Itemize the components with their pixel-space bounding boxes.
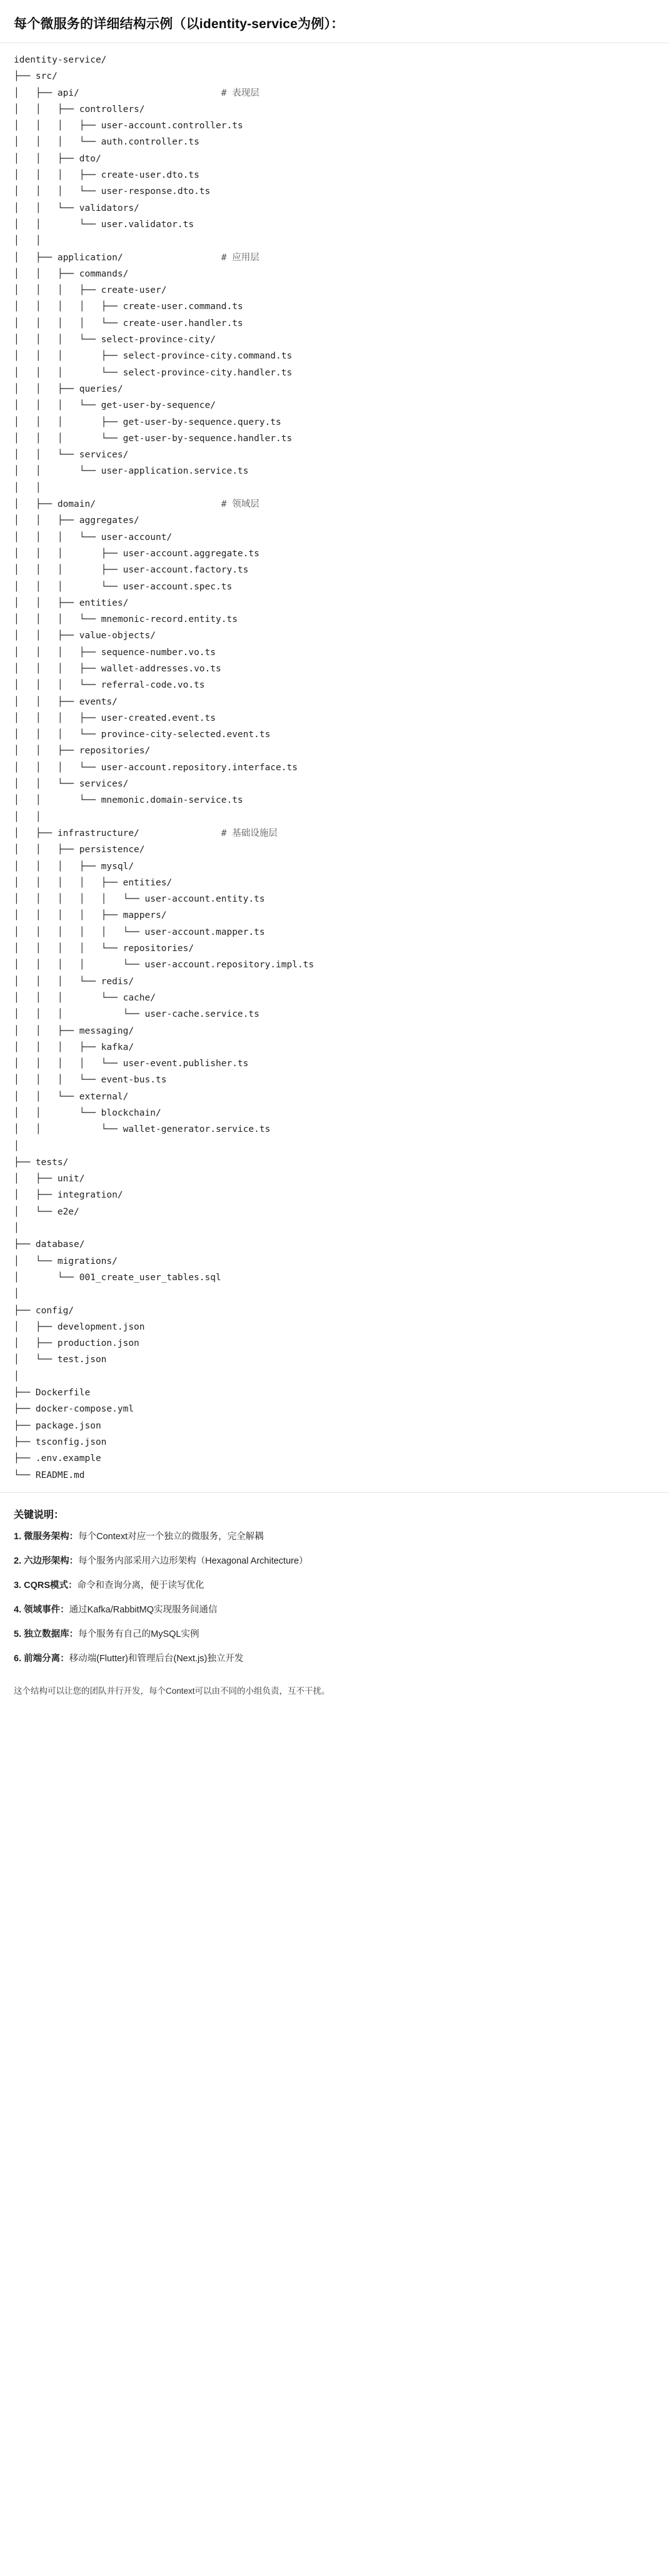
tree-line: identity-service/ bbox=[14, 55, 107, 65]
tree-line: │ │ │ ├── get-user-by-sequence.query.ts bbox=[14, 417, 281, 427]
note-lead: 领域事件： bbox=[24, 1604, 69, 1615]
tree-line: │ └── e2e/ bbox=[14, 1206, 79, 1217]
tree-line: │ bbox=[14, 1289, 19, 1300]
tree-line: │ │ │ └── user-response.dto.ts bbox=[14, 186, 211, 197]
note-lead: 前端分离： bbox=[24, 1653, 69, 1664]
tree-line: │ │ └── user.validator.ts bbox=[14, 219, 194, 230]
tree-line: │ │ │ ├── mysql/ bbox=[14, 861, 134, 872]
tree-line: │ │ │ ├── wallet-addresses.vo.ts bbox=[14, 663, 221, 674]
note-item bbox=[14, 1554, 655, 1568]
tree-line: │ │ ├── value-objects/ bbox=[14, 631, 156, 641]
tree-line: │ │ │ │ └── user-account.repository.impl.ts bbox=[14, 960, 314, 970]
note-text: 每个服务内部采用六边形架构（Hexagonal Architecture） bbox=[78, 1555, 308, 1566]
notes-list bbox=[14, 1530, 655, 1666]
tree-line: │ │ bbox=[14, 812, 41, 822]
tree-line: │ │ │ │ ├── create-user.command.ts bbox=[14, 302, 243, 312]
tree-line: │ │ ├── aggregates/ bbox=[14, 516, 139, 526]
tree-line: │ │ │ │ └── user-event.publisher.ts bbox=[14, 1059, 249, 1069]
notes-title: 关键说明： bbox=[14, 1509, 64, 1520]
tree-line: │ │ ├── entities/ bbox=[14, 598, 129, 608]
tree-line: │ │ └── validators/ bbox=[14, 203, 139, 213]
tree-line: │ │ │ ├── create-user/ bbox=[14, 285, 167, 296]
tree-line: │ │ └── user-application.service.ts bbox=[14, 466, 249, 477]
tree-line-comment: # 领域层 bbox=[221, 499, 259, 510]
tree-line: │ │ │ ├── select-province-city.command.ts bbox=[14, 351, 293, 362]
tree-line: │ ├── development.json bbox=[14, 1321, 145, 1332]
note-number: 3. bbox=[14, 1580, 24, 1591]
tree-line: │ │ │ ├── sequence-number.vo.ts bbox=[14, 647, 216, 658]
note-lead: 独立数据库： bbox=[24, 1629, 79, 1639]
tree-line: │ │ └── wallet-generator.service.ts bbox=[14, 1124, 271, 1135]
tree-line: │ bbox=[14, 1223, 19, 1234]
tree-line: │ │ ├── repositories/ bbox=[14, 746, 151, 756]
tree-line: │ │ │ │ └── repositories/ bbox=[14, 944, 194, 954]
note-lead: CQRS模式： bbox=[24, 1580, 78, 1591]
tree-line: │ │ ├── events/ bbox=[14, 696, 118, 707]
tree-line: │ │ └── external/ bbox=[14, 1091, 129, 1102]
tree-line: │ │ │ └── select-province-city.handler.ts bbox=[14, 367, 293, 378]
directory-tree bbox=[0, 43, 669, 1492]
tree-line-comment: # 应用层 bbox=[221, 252, 259, 263]
tree-line: └── README.md bbox=[14, 1470, 85, 1480]
note-item bbox=[14, 1530, 655, 1544]
tree-line: │ │ │ │ │ └── user-account.entity.ts bbox=[14, 894, 265, 905]
tree-line: │ │ │ └── get-user-by-sequence.handler.ts bbox=[14, 433, 293, 444]
tree-line: │ ├── infrastructure/ # 基础设施层 bbox=[14, 828, 278, 838]
tree-line: │ ├── production.json bbox=[14, 1338, 139, 1349]
note-item bbox=[14, 1627, 655, 1641]
tree-line: │ │ │ └── user-account.spec.ts bbox=[14, 581, 233, 592]
tree-line: ├── Dockerfile bbox=[14, 1388, 91, 1398]
tree-line: │ │ │ │ ├── entities/ bbox=[14, 877, 173, 888]
note-number: 5. bbox=[14, 1629, 24, 1639]
tree-line: │ │ └── mnemonic.domain-service.ts bbox=[14, 795, 243, 806]
tree-line: │ └── test.json bbox=[14, 1355, 107, 1365]
tree-line: │ │ │ └── get-user-by-sequence/ bbox=[14, 400, 216, 411]
tree-line: │ │ ├── queries/ bbox=[14, 384, 123, 394]
tree-line: │ └── migrations/ bbox=[14, 1256, 118, 1266]
note-number: 6. bbox=[14, 1653, 24, 1664]
tree-line: │ bbox=[14, 1371, 19, 1382]
note-text: 移动端(Flutter)和管理后台(Next.js)独立开发 bbox=[69, 1653, 244, 1664]
tree-line: │ │ │ └── mnemonic-record.entity.ts bbox=[14, 614, 238, 625]
tree-line: │ │ │ └── event-bus.ts bbox=[14, 1075, 167, 1086]
tree-line: │ bbox=[14, 1141, 19, 1151]
tree-line: │ │ │ └── auth.controller.ts bbox=[14, 137, 199, 148]
tree-line: │ │ │ └── province-city-selected.event.ts bbox=[14, 730, 271, 740]
tree-line: │ ├── domain/ # 领域层 bbox=[14, 499, 259, 510]
note-number: 1. bbox=[14, 1531, 24, 1542]
tree-line: │ │ bbox=[14, 482, 41, 493]
tree-line: │ ├── api/ # 表现层 bbox=[14, 88, 259, 98]
tree-line: │ ├── integration/ bbox=[14, 1190, 123, 1201]
note-lead: 六边形架构： bbox=[24, 1555, 79, 1566]
note-text: 每个服务有自己的MySQL实例 bbox=[78, 1629, 199, 1639]
note-text: 每个Context对应一个独立的微服务，完全解耦 bbox=[78, 1531, 264, 1542]
tree-line: ├── docker-compose.yml bbox=[14, 1404, 134, 1415]
tree-line: │ │ ├── commands/ bbox=[14, 268, 129, 279]
tree-line: │ │ │ └── cache/ bbox=[14, 992, 156, 1003]
tree-line: │ └── 001_create_user_tables.sql bbox=[14, 1272, 221, 1283]
tree-line: │ │ ├── messaging/ bbox=[14, 1026, 134, 1036]
tree-line: │ │ │ ├── create-user.dto.ts bbox=[14, 170, 199, 181]
tree-line: │ │ ├── persistence/ bbox=[14, 845, 145, 855]
tree-line: │ │ │ │ │ └── user-account.mapper.ts bbox=[14, 927, 265, 937]
note-item bbox=[14, 1603, 655, 1617]
tree-line: ├── database/ bbox=[14, 1240, 85, 1250]
note-number: 2. bbox=[14, 1555, 24, 1566]
tree-line: │ │ │ ├── user-created.event.ts bbox=[14, 713, 216, 723]
note-lead: 微服务架构： bbox=[24, 1531, 79, 1542]
tree-line: │ │ │ └── user-account.repository.interface.ts bbox=[14, 762, 298, 773]
tree-line: │ │ │ │ ├── mappers/ bbox=[14, 910, 167, 921]
tree-line: │ │ ├── dto/ bbox=[14, 153, 101, 164]
tree-line: │ ├── unit/ bbox=[14, 1174, 85, 1184]
tree-line: │ │ │ ├── kafka/ bbox=[14, 1042, 134, 1052]
note-item bbox=[14, 1652, 655, 1666]
tree-line: │ │ ├── controllers/ bbox=[14, 104, 145, 115]
page-title: 每个微服务的详细结构示例（以identity-service为例）： bbox=[14, 17, 345, 31]
tree-line: │ ├── application/ # 应用层 bbox=[14, 252, 259, 263]
tree-line: ├── tsconfig.json bbox=[14, 1437, 107, 1447]
tree-line: │ │ │ ├── user-account.controller.ts bbox=[14, 121, 243, 131]
tree-line: │ │ │ └── user-account/ bbox=[14, 532, 173, 542]
tree-line: ├── .env.example bbox=[14, 1453, 101, 1464]
tree-line: ├── config/ bbox=[14, 1305, 74, 1316]
tree-line: │ │ └── blockchain/ bbox=[14, 1108, 161, 1118]
tree-line-comment: # 基础设施层 bbox=[221, 828, 278, 838]
notes-section bbox=[0, 1493, 669, 1681]
tree-line: ├── src/ bbox=[14, 71, 58, 82]
tree-line: │ │ │ └── referral-code.vo.ts bbox=[14, 680, 205, 691]
note-text: 通过Kafka/RabbitMQ实现服务间通信 bbox=[69, 1604, 218, 1615]
note-number: 4. bbox=[14, 1604, 24, 1615]
tree-line: │ │ bbox=[14, 236, 41, 247]
tree-line: ├── tests/ bbox=[14, 1157, 69, 1168]
tree-line: │ │ │ │ └── create-user.handler.ts bbox=[14, 318, 243, 328]
note-text: 命令和查询分离，便于读写优化 bbox=[77, 1580, 204, 1591]
tree-line: ├── package.json bbox=[14, 1420, 101, 1431]
tree-line: │ │ │ ├── user-account.factory.ts bbox=[14, 565, 249, 576]
tree-line-comment: # 表现层 bbox=[221, 88, 259, 98]
note-item bbox=[14, 1579, 655, 1592]
footer-note: 这个结构可以让您的团队并行开发，每个Context可以由不同的小组负责，互不干扰。 bbox=[14, 1686, 330, 1696]
tree-line: │ │ │ ├── user-account.aggregate.ts bbox=[14, 548, 259, 559]
tree-line: │ │ │ └── select-province-city/ bbox=[14, 335, 216, 345]
tree-line: │ │ │ └── redis/ bbox=[14, 976, 134, 987]
tree-line: │ │ │ └── user-cache.service.ts bbox=[14, 1009, 259, 1020]
tree-line: │ │ └── services/ bbox=[14, 450, 129, 461]
tree-line: │ │ └── services/ bbox=[14, 779, 129, 790]
